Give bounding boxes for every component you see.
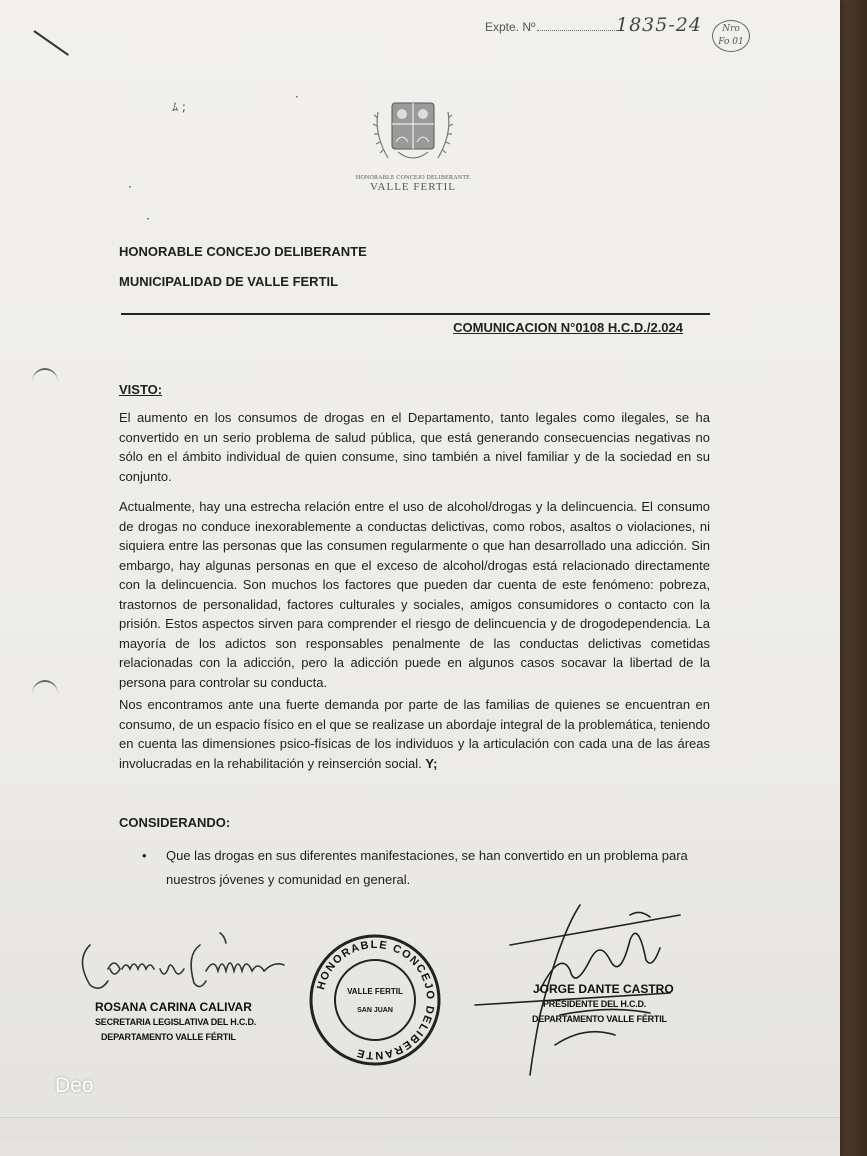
council-seal	[305, 930, 445, 1070]
visto-paragraph: El aumento en los consumos de drogas en el Departamento, tanto legales como ilegales, se ha convertido en un serio problema de salud pública, que está generando consecuencias negativas no sólo en el ámbito individual de quien consume, sino también a nivel familiar y de la sociedad en su conjunto.	[119, 410, 710, 484]
visto-closing: Y;	[425, 755, 438, 771]
seal-line1: VALLE FERTIL	[347, 987, 403, 996]
municipality-heading: MUNICIPALIDAD DE VALLE FERTIL	[119, 274, 339, 289]
folio-stamp	[712, 20, 750, 52]
signatory-name-right: JORGE DANTE CASTRO	[533, 982, 674, 996]
visto-paragraph: Actualmente, hay una estrecha relación entre el uso de alcohol/drogas y la delincuencia. El consumo de drogas no conduce inexorablemente a conductas delictivas, como robos, asaltos o violaciones, ni siquiera entre las personas que las consumen regularmente o que han desarrollado una adicción. Sin embargo, hay algunas personas en que el exceso de alcohol/drogas está relacionado directamente con la delincuencia. Son muchos los factores que pueden dar cuenta de este fenómeno: pobreza, trastornos de personalidad, factores culturales y sociales, amigos consumidores o contacto con la prisión. Estos aspectos sirven para comprender el riesgo de delincuencia y de drogodependencia. La mayoría de los adictos son responsables penalmente de las conductas delictivas cometidas relacionadas con la adicción, pero la adicción puede en algunos casos socavar la libertad de la persona para controlar su conducta.	[119, 499, 710, 690]
expediente-number: 1835-24	[616, 14, 702, 36]
seal-line2: SAN JUAN	[357, 1007, 393, 1014]
expediente-label: Expte. Nº	[485, 20, 617, 34]
ink-specks: ﾑ ;	[172, 100, 186, 114]
signatory-role-right: PRESIDENTE DEL H.C.D.	[543, 999, 647, 1009]
app-watermark: Deo	[55, 1074, 94, 1097]
visto-paragraph-text: Nos encontramos ante una fuerte demanda por parte de las familias de quienes se encuentran en consumo, de un espacio físico en el que se realizase un abordaje integral de la problemática, teniendo en cuenta las dimensiones psico-físicas de los individuos y la articulación con cada una de las áreas involucradas en la rehabilitación y reinserción social.	[119, 697, 710, 771]
next-page-edge	[0, 1117, 840, 1140]
handwritten-signature-left	[70, 925, 310, 1005]
signatory-department-left: DEPARTAMENTO VALLE FÉRTIL	[101, 1032, 236, 1042]
considerando-title: CONSIDERANDO:	[119, 815, 231, 830]
ink-dot: ·	[128, 180, 132, 194]
bullet-icon: •	[142, 848, 147, 863]
crest-caption-small: HONORABLE CONCEJO DELIBERANTE	[355, 175, 471, 181]
crest-caption-big: VALLE FERTIL	[370, 181, 456, 193]
communication-number: COMUNICACION N°0108 H.C.D./2.024	[453, 320, 683, 335]
council-heading: HONORABLE CONCEJO DELIBERANTE	[119, 244, 367, 259]
visto-title: VISTO:	[119, 382, 163, 397]
binder-hole-top	[32, 368, 58, 396]
seal-ring-text: HONORABLE CONCEJO DELIBERANTE	[315, 938, 437, 1062]
ink-dot: ·	[295, 90, 299, 104]
list-item-text: Que las drogas en sus diferentes manifestaciones, se han convertido en un problema para nuestros jóvenes y comunidad en general.	[166, 848, 688, 887]
folio-text: Nro Fo 01	[718, 24, 744, 47]
header-divider	[121, 313, 710, 315]
binder-hole-bottom	[32, 680, 58, 708]
municipal-crest-icon	[372, 100, 454, 168]
visto-paragraph	[119, 695, 710, 773]
signatory-department-right: DEPARTAMENTO VALLE FÉRTIL	[532, 1014, 667, 1024]
svg-text:HONORABLE CONCEJO DELIBERANTE	[315, 939, 436, 1061]
signatory-name-left: ROSANA CARINA CALIVAR	[95, 1000, 252, 1014]
ink-dot: ·	[146, 212, 150, 226]
crest-caption	[350, 175, 476, 193]
pen-mark	[33, 30, 69, 56]
signatory-role-left: SECRETARIA LEGISLATIVA DEL H.C.D.	[95, 1017, 257, 1027]
list-item	[142, 844, 722, 892]
